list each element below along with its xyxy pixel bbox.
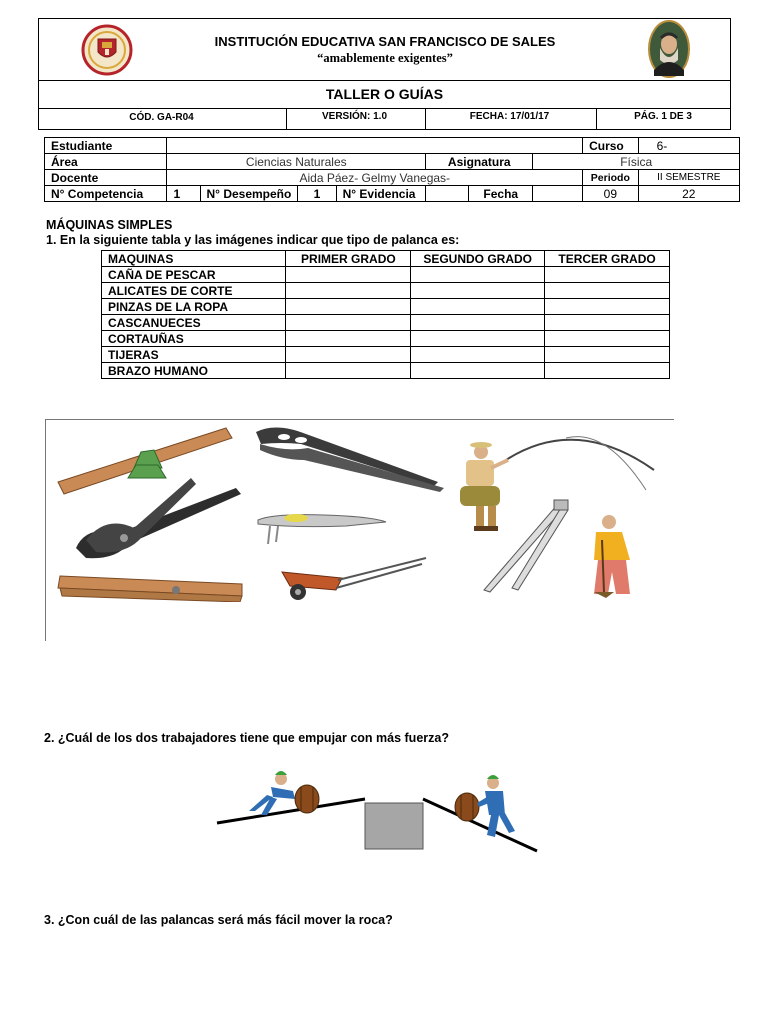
grade-answer-cell[interactable] <box>286 283 411 299</box>
nutcracker-icon <box>256 427 444 492</box>
grade-answer-cell[interactable] <box>411 315 545 331</box>
page-number-label: PÁG. 1 DE 3 <box>634 111 692 122</box>
version-label: VERSIÓN: 1.0 <box>321 111 388 122</box>
curso-label: Curso <box>583 138 639 154</box>
lever-table-row <box>102 267 670 283</box>
grade-answer-cell[interactable] <box>545 315 670 331</box>
lever-table-row <box>102 347 670 363</box>
lever-table-row <box>102 331 670 347</box>
area-label: Área <box>45 154 167 170</box>
machine-name: PINZAS DE LA ROPA <box>102 299 286 315</box>
competencia-label: N° Competencia <box>45 186 167 202</box>
grade-answer-cell[interactable] <box>545 283 670 299</box>
grade-answer-cell[interactable] <box>286 363 411 379</box>
saint-portrait <box>648 20 690 78</box>
machine-name: CASCANUECES <box>102 315 286 331</box>
grade-answer-cell[interactable] <box>411 363 545 379</box>
page-title: TALLER O GUÍAS <box>325 86 444 102</box>
area-value: Ciencias Naturales <box>167 154 426 170</box>
lever-table-header <box>102 251 670 267</box>
lever-table-row <box>102 299 670 315</box>
grade-answer-cell[interactable] <box>286 347 411 363</box>
grade-answer-cell[interactable] <box>286 267 411 283</box>
fecha-day: 22 <box>638 186 739 202</box>
grade-answer-cell[interactable] <box>545 363 670 379</box>
date-label: FECHA: 17/01/17 <box>469 111 550 122</box>
estudiante-label: Estudiante <box>45 138 167 154</box>
machine-name: CORTAUÑAS <box>102 331 286 347</box>
student-info-table <box>44 137 740 202</box>
grade-answer-cell[interactable] <box>286 299 411 315</box>
grade-answer-cell[interactable] <box>545 331 670 347</box>
question-2: 2. ¿Cuál de los dos trabajadores tiene que empujar con más fuerza? <box>44 731 449 745</box>
pliers-icon <box>76 478 241 558</box>
lever-table-header-cell: PRIMER GRADO <box>286 251 411 267</box>
inclined-planes-illustration <box>215 765 545 857</box>
estudiante-field[interactable] <box>167 138 583 154</box>
grade-answer-cell[interactable] <box>545 267 670 283</box>
fecha-month: 09 <box>583 186 639 202</box>
grade-answer-cell[interactable] <box>545 299 670 315</box>
grade-answer-cell[interactable] <box>286 315 411 331</box>
lever-table-header-cell: TERCER GRADO <box>545 251 670 267</box>
clothespin-icon <box>58 576 242 602</box>
grade-answer-cell[interactable] <box>411 299 545 315</box>
worker-left-icon <box>249 771 319 815</box>
docente-value: Aida Páez- Gelmy Vanegas- <box>167 170 583 186</box>
periodo-label: Periodo <box>583 170 639 186</box>
competencia-value: 1 <box>167 186 200 202</box>
lever-table-row <box>102 363 670 379</box>
fecha-label: Fecha <box>469 186 533 202</box>
sweeping-person-icon <box>594 515 630 598</box>
machine-name: CAÑA DE PESCAR <box>102 267 286 283</box>
nail-clipper-icon <box>258 514 386 544</box>
machine-name: BRAZO HUMANO <box>102 363 286 379</box>
evidencia-value[interactable] <box>426 186 469 202</box>
machine-name: ALICATES DE CORTE <box>102 283 286 299</box>
question-1: 1. En la siguiente tabla y las imágenes indicar que tipo de palanca es: <box>46 233 460 247</box>
evidencia-label: N° Evidencia <box>336 186 425 202</box>
grade-answer-cell[interactable] <box>411 331 545 347</box>
institution-name: INSTITUCIÓN EDUCATIVA SAN FRANCISCO DE SALES <box>214 34 556 49</box>
machine-name: TIJERAS <box>102 347 286 363</box>
tweezers-icon <box>484 500 568 592</box>
desempeno-value: 1 <box>298 186 336 202</box>
question-3: 3. ¿Con cuál de las palancas será más fácil mover la roca? <box>44 913 393 927</box>
lever-table-header-cell: MAQUINAS <box>102 251 286 267</box>
asignatura-label: Asignatura <box>426 154 533 170</box>
fecha-year-field[interactable] <box>533 186 583 202</box>
lever-table-row <box>102 283 670 299</box>
periodo-value: II SEMESTRE <box>638 170 739 186</box>
institution-motto: “amablemente exigentes” <box>317 51 453 65</box>
seesaw-icon <box>58 428 232 494</box>
grade-answer-cell[interactable] <box>411 267 545 283</box>
lever-images-panel <box>46 420 672 602</box>
docente-label: Docente <box>45 170 167 186</box>
lever-table-header-cell: SEGUNDO GRADO <box>411 251 545 267</box>
grade-answer-cell[interactable] <box>411 283 545 299</box>
lever-table <box>101 250 670 379</box>
code-label: CÓD. GA-R04 <box>129 112 194 123</box>
grade-answer-cell[interactable] <box>545 347 670 363</box>
grade-answer-cell[interactable] <box>411 347 545 363</box>
lever-table-row <box>102 315 670 331</box>
asignatura-value: Física <box>533 154 740 170</box>
curso-value: 6- <box>638 138 739 154</box>
wheelbarrow-icon <box>282 558 426 600</box>
desempeno-label: N° Desempeño <box>200 186 298 202</box>
school-crest-logo <box>80 24 134 76</box>
section-title: MÁQUINAS SIMPLES <box>46 218 173 232</box>
grade-answer-cell[interactable] <box>286 331 411 347</box>
